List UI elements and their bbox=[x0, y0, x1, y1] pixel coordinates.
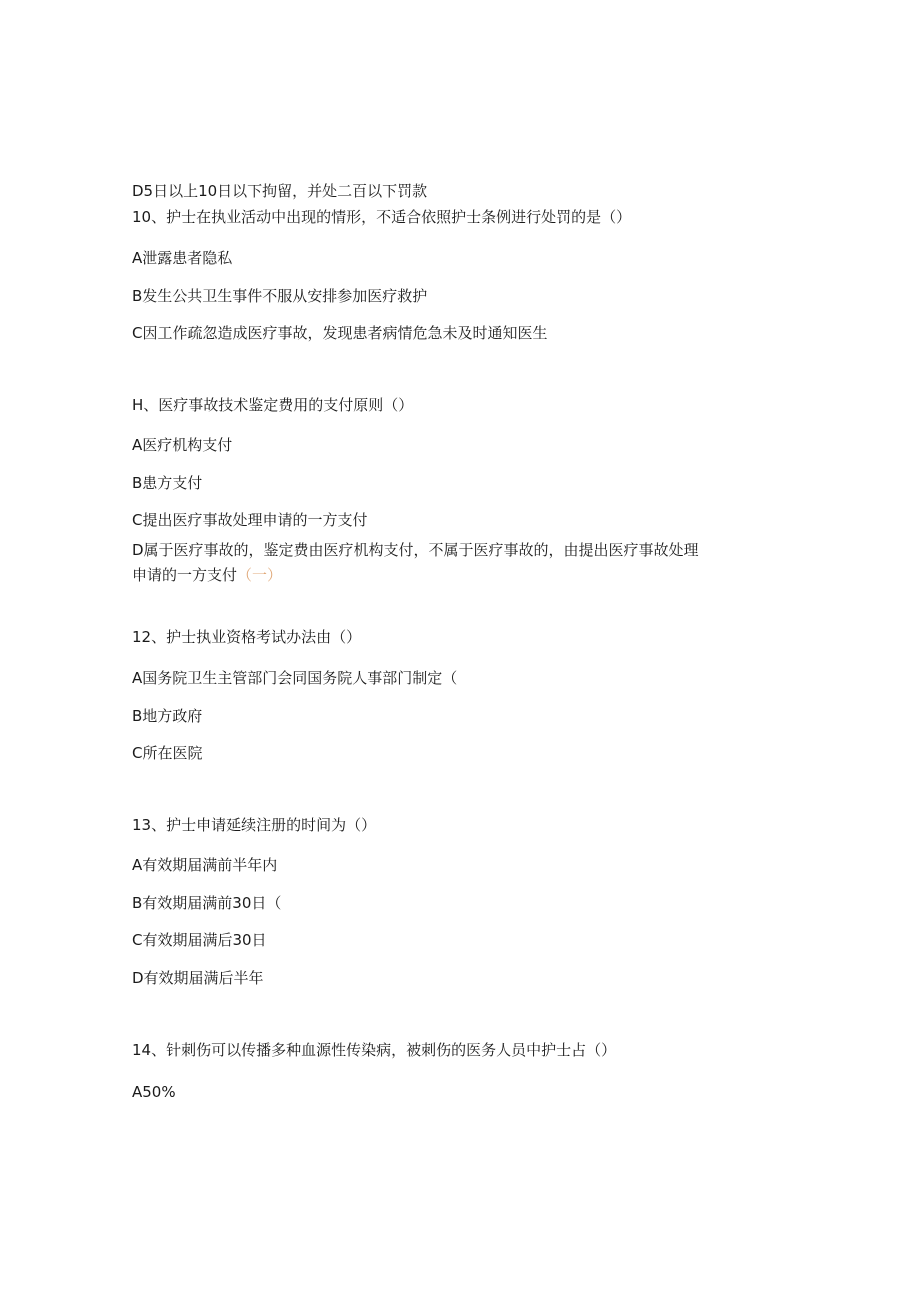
option-12b: B地方政府 bbox=[132, 707, 203, 725]
option-11d-continued bbox=[132, 565, 282, 585]
option-11b: B患方支付 bbox=[132, 474, 203, 492]
question-12: 12、护士执业资格考试办法由（） bbox=[132, 628, 362, 646]
option-14a: A50% bbox=[132, 1083, 176, 1101]
option-9d: D5日以上10日以下拘留，并处二百以下罚款 bbox=[132, 182, 428, 200]
option-10c: C因工作疏忽造成医疗事故，发现患者病情危急未及时通知医生 bbox=[132, 324, 548, 342]
option-10a: A泄露患者隐私 bbox=[132, 249, 233, 267]
answer-mark: （一） bbox=[237, 566, 283, 584]
option-11d: D属于医疗事故的，鉴定费由医疗机构支付，不属于医疗事故的，由提出医疗事故处理 bbox=[132, 541, 699, 559]
option-11d-text: 申请的一方支付 bbox=[132, 566, 238, 584]
question-10: 10、护士在执业活动中出现的情形，不适合依照护士条例进行处罚的是（） bbox=[132, 208, 632, 226]
option-12a: A国务院卫生主管部门会同国务院人事部门制定（ bbox=[132, 669, 458, 687]
option-12c: C所在医院 bbox=[132, 744, 203, 762]
option-11a: A医疗机构支付 bbox=[132, 436, 233, 454]
option-11c: C提出医疗事故处理申请的一方支付 bbox=[132, 511, 368, 529]
option-13c: C有效期届满后30日 bbox=[132, 931, 267, 949]
question-11: H、医疗事故技术鉴定费用的支付原则（） bbox=[132, 396, 414, 414]
question-14: 14、针刺伤可以传播多种血源性传染病，被刺伤的医务人员中护士占（） bbox=[132, 1041, 617, 1059]
question-13: 13、护士申请延续注册的时间为（） bbox=[132, 816, 377, 834]
option-13a: A有效期届满前半年内 bbox=[132, 856, 278, 874]
option-13d: D有效期届满后半年 bbox=[132, 969, 264, 987]
option-13b: B有效期届满前30日（ bbox=[132, 894, 282, 912]
option-10b: B发生公共卫生事件不服从安排参加医疗救护 bbox=[132, 287, 428, 305]
